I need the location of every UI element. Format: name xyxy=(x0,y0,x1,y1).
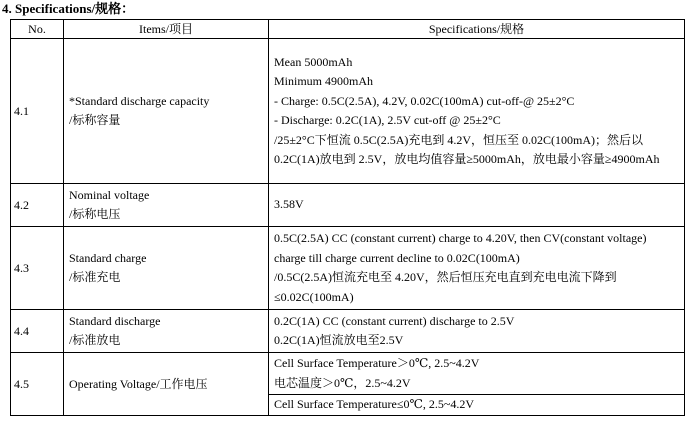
row-spec xyxy=(269,395,685,416)
item-label-cn: /标准放电 xyxy=(69,333,121,347)
spec-line: Cell Surface Temperature＞0℃, 2.5~4.2V xyxy=(274,356,480,370)
row-item xyxy=(64,310,269,353)
row-item: Operating Voltage/工作电压 xyxy=(64,353,269,416)
spec-line: Minimum 4900mAh xyxy=(274,74,374,88)
spec-line: 3.58V xyxy=(274,197,304,212)
spec-line: 0.5C(2.5A) CC (constant current) charge to 4.20V, then CV(constant voltage) charge till charge current decline to 0.02C(100mA) xyxy=(274,231,647,265)
table-row xyxy=(11,227,685,310)
item-label-en: Standard discharge xyxy=(69,313,161,328)
spec-line: 电芯温度＞0℃，2.5~4.2V xyxy=(274,375,411,390)
row-spec xyxy=(269,184,685,227)
header-specifications: Specifications/规格 xyxy=(269,20,685,39)
header-no: No. xyxy=(11,20,64,39)
item-label-en: Nominal voltage xyxy=(69,187,150,202)
spec-line: Cell Surface Temperature≤0℃, 2.5~4.2V xyxy=(274,397,475,412)
specifications-table xyxy=(10,19,685,416)
spec-line: /0.5C(2.5A)恒流充电至 4.20V，然后恒压充电直到充电电流下降到≤0.02C(100mA) xyxy=(274,270,617,304)
row-item xyxy=(64,39,269,184)
table-row xyxy=(11,39,685,184)
table-header-row xyxy=(11,20,685,39)
row-spec xyxy=(269,227,685,310)
spec-line: 0.2C(1A)恒流放电至2.5V xyxy=(274,333,404,347)
row-number: 4.2 xyxy=(11,184,64,227)
row-item xyxy=(64,184,269,227)
item-label-en: Standard charge xyxy=(69,250,147,265)
row-spec xyxy=(269,310,685,353)
item-label-en: *Standard discharge capacity xyxy=(69,93,210,108)
row-number: 4.5 xyxy=(11,353,64,416)
item-label-cn: /标准充电 xyxy=(69,270,121,284)
table-row xyxy=(11,184,685,227)
item-label-cn: /标称容量 xyxy=(69,113,121,127)
row-number: 4.3 xyxy=(11,227,64,310)
header-items: Items/项目 xyxy=(64,20,269,39)
row-spec xyxy=(269,39,685,184)
row-number: 4.1 xyxy=(11,39,64,184)
spec-line: Mean 5000mAh xyxy=(274,54,353,69)
row-item xyxy=(64,227,269,310)
spec-line: /25±2°C下恒流 0.5C(2.5A)充电到 4.2V，恒压至 0.02C(100mA)；然后以 0.2C(1A)放电到 2.5V，放电均值容量≥5000mAh，放电最小容量≥4900mAh xyxy=(274,132,660,166)
table-row xyxy=(11,353,685,395)
row-number: 4.4 xyxy=(11,310,64,353)
spec-line: 0.2C(1A) CC (constant current) discharge to 2.5V xyxy=(274,313,515,328)
spec-line: - Charge: 0.5C(2.5A), 4.2V, 0.02C(100mA) cut-off-@ 25±2°C xyxy=(274,93,575,108)
item-label-cn: /标称电压 xyxy=(69,207,121,221)
section-title: 4. Specifications/规格： xyxy=(2,1,135,16)
row-spec xyxy=(269,353,685,395)
spec-line: - Discharge: 0.2C(1A), 2.5V cut-off @ 25±2°C xyxy=(274,113,501,127)
table-row xyxy=(11,310,685,353)
